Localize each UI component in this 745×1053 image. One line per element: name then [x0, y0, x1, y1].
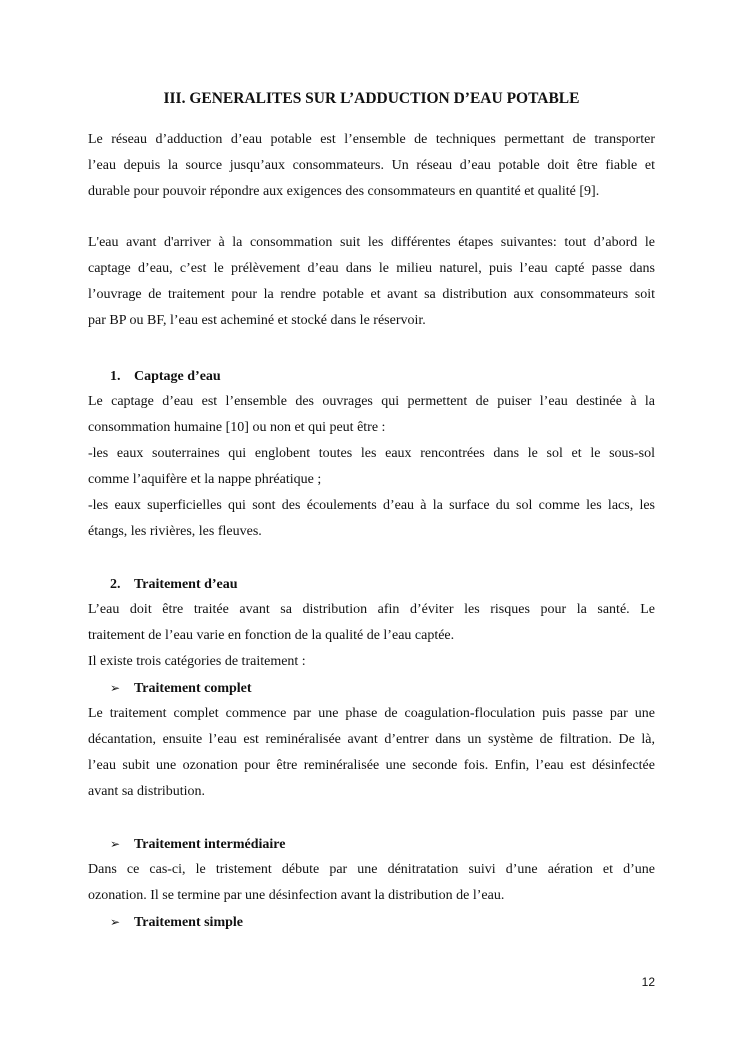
- heading-label: Traitement d’eau: [134, 577, 238, 592]
- bullet-label: Traitement intermédiaire: [134, 837, 286, 852]
- arrow-bullet-icon: ➢: [110, 915, 121, 929]
- paragraph-line: Le traitement complet commence par une phase de coagulation-floculation puis passe par une: [88, 706, 655, 721]
- paragraph-line: Il existe trois catégories de traitement :: [88, 654, 306, 669]
- bullet-traitement-intermediaire: [110, 831, 285, 858]
- intro-paragraph: [88, 127, 655, 205]
- heading-label: Captage d’eau: [134, 369, 221, 384]
- arrow-bullet-icon: ➢: [110, 837, 121, 851]
- intermediaire-paragraph: [88, 857, 655, 909]
- paragraph-line: Le captage d’eau est l’ensemble des ouvrages qui permettent de puiser l’eau destinée à la: [88, 394, 655, 409]
- paragraph-line: L'eau avant d'arriver à la consommation suit les différentes étapes suivantes: tout d’abord le: [88, 235, 655, 250]
- paragraph-line: étangs, les rivières, les fleuves.: [88, 524, 262, 539]
- heading-captage: [110, 364, 221, 390]
- paragraph-line: captage d’eau, c’est le prélèvement d’eau dans le milieu naturel, puis l’eau capté passe dans: [88, 261, 655, 276]
- arrow-bullet-icon: ➢: [110, 681, 121, 695]
- paragraph-line: l’eau depuis la source jusqu’aux consommateurs. Un réseau d’eau potable doit être fiable et: [88, 158, 655, 173]
- paragraph-line: décantation, ensuite l’eau est reminéralisée avant d’entrer dans un système de filtration. De là,: [88, 732, 655, 747]
- paragraph-line: l’ouvrage de traitement pour la rendre potable et avant sa distribution aux consommateurs soit: [88, 287, 655, 302]
- traitement-paragraph: [88, 597, 655, 675]
- bullet-traitement-complet: [110, 675, 252, 702]
- paragraph-line: comme l’aquifère et la nappe phréatique ;: [88, 472, 322, 487]
- bullet-label: Traitement simple: [134, 915, 243, 930]
- complet-paragraph: [88, 701, 655, 805]
- section-title: III. GENERALITES SUR L’ADDUCTION D’EAU POTABLE: [163, 90, 580, 107]
- paragraph-line: par BP ou BF, l’eau est acheminé et stocké dans le réservoir.: [88, 313, 426, 328]
- bullet-label: Traitement complet: [134, 681, 252, 696]
- paragraph-line: Le réseau d’adduction d’eau potable est l’ensemble de techniques permettant de transporter: [88, 132, 655, 147]
- heading-number: 1.: [110, 369, 121, 384]
- paragraph-line: ozonation. Il se termine par une désinfection avant la distribution de l’eau.: [88, 888, 505, 903]
- paragraph-line: l’eau subit une ozonation pour être reminéralisée une seconde fois. Enfin, l’eau est désinfectée: [88, 758, 655, 773]
- paragraph-line: -les eaux souterraines qui englobent toutes les eaux rencontrées dans le sol et le sous-sol: [88, 446, 655, 461]
- paragraph-line: L’eau doit être traitée avant sa distribution afin d’éviter les risques pour la santé. Le: [88, 602, 655, 617]
- heading-traitement: [110, 572, 238, 598]
- page-number: 12: [641, 975, 655, 989]
- bullet-traitement-simple: [110, 909, 243, 936]
- paragraph-line: Dans ce cas-ci, le tristement débute par une dénitratation suivi d’une aération et d’une: [88, 862, 655, 877]
- steps-paragraph: [88, 230, 655, 334]
- paragraph-line: durable pour pouvoir répondre aux exigences des consommateurs en quantité et qualité [9].: [88, 184, 600, 199]
- heading-number: 2.: [110, 577, 121, 592]
- paragraph-line: traitement de l’eau varie en fonction de la qualité de l’eau captée.: [88, 628, 455, 643]
- paragraph-line: -les eaux superficielles qui sont des écoulements d’eau à la surface du sol comme les lacs, les: [88, 498, 655, 513]
- paragraph-line: avant sa distribution.: [88, 784, 206, 799]
- paragraph-line: consommation humaine [10] ou non et qui peut être :: [88, 420, 386, 435]
- captage-paragraph: [88, 389, 655, 545]
